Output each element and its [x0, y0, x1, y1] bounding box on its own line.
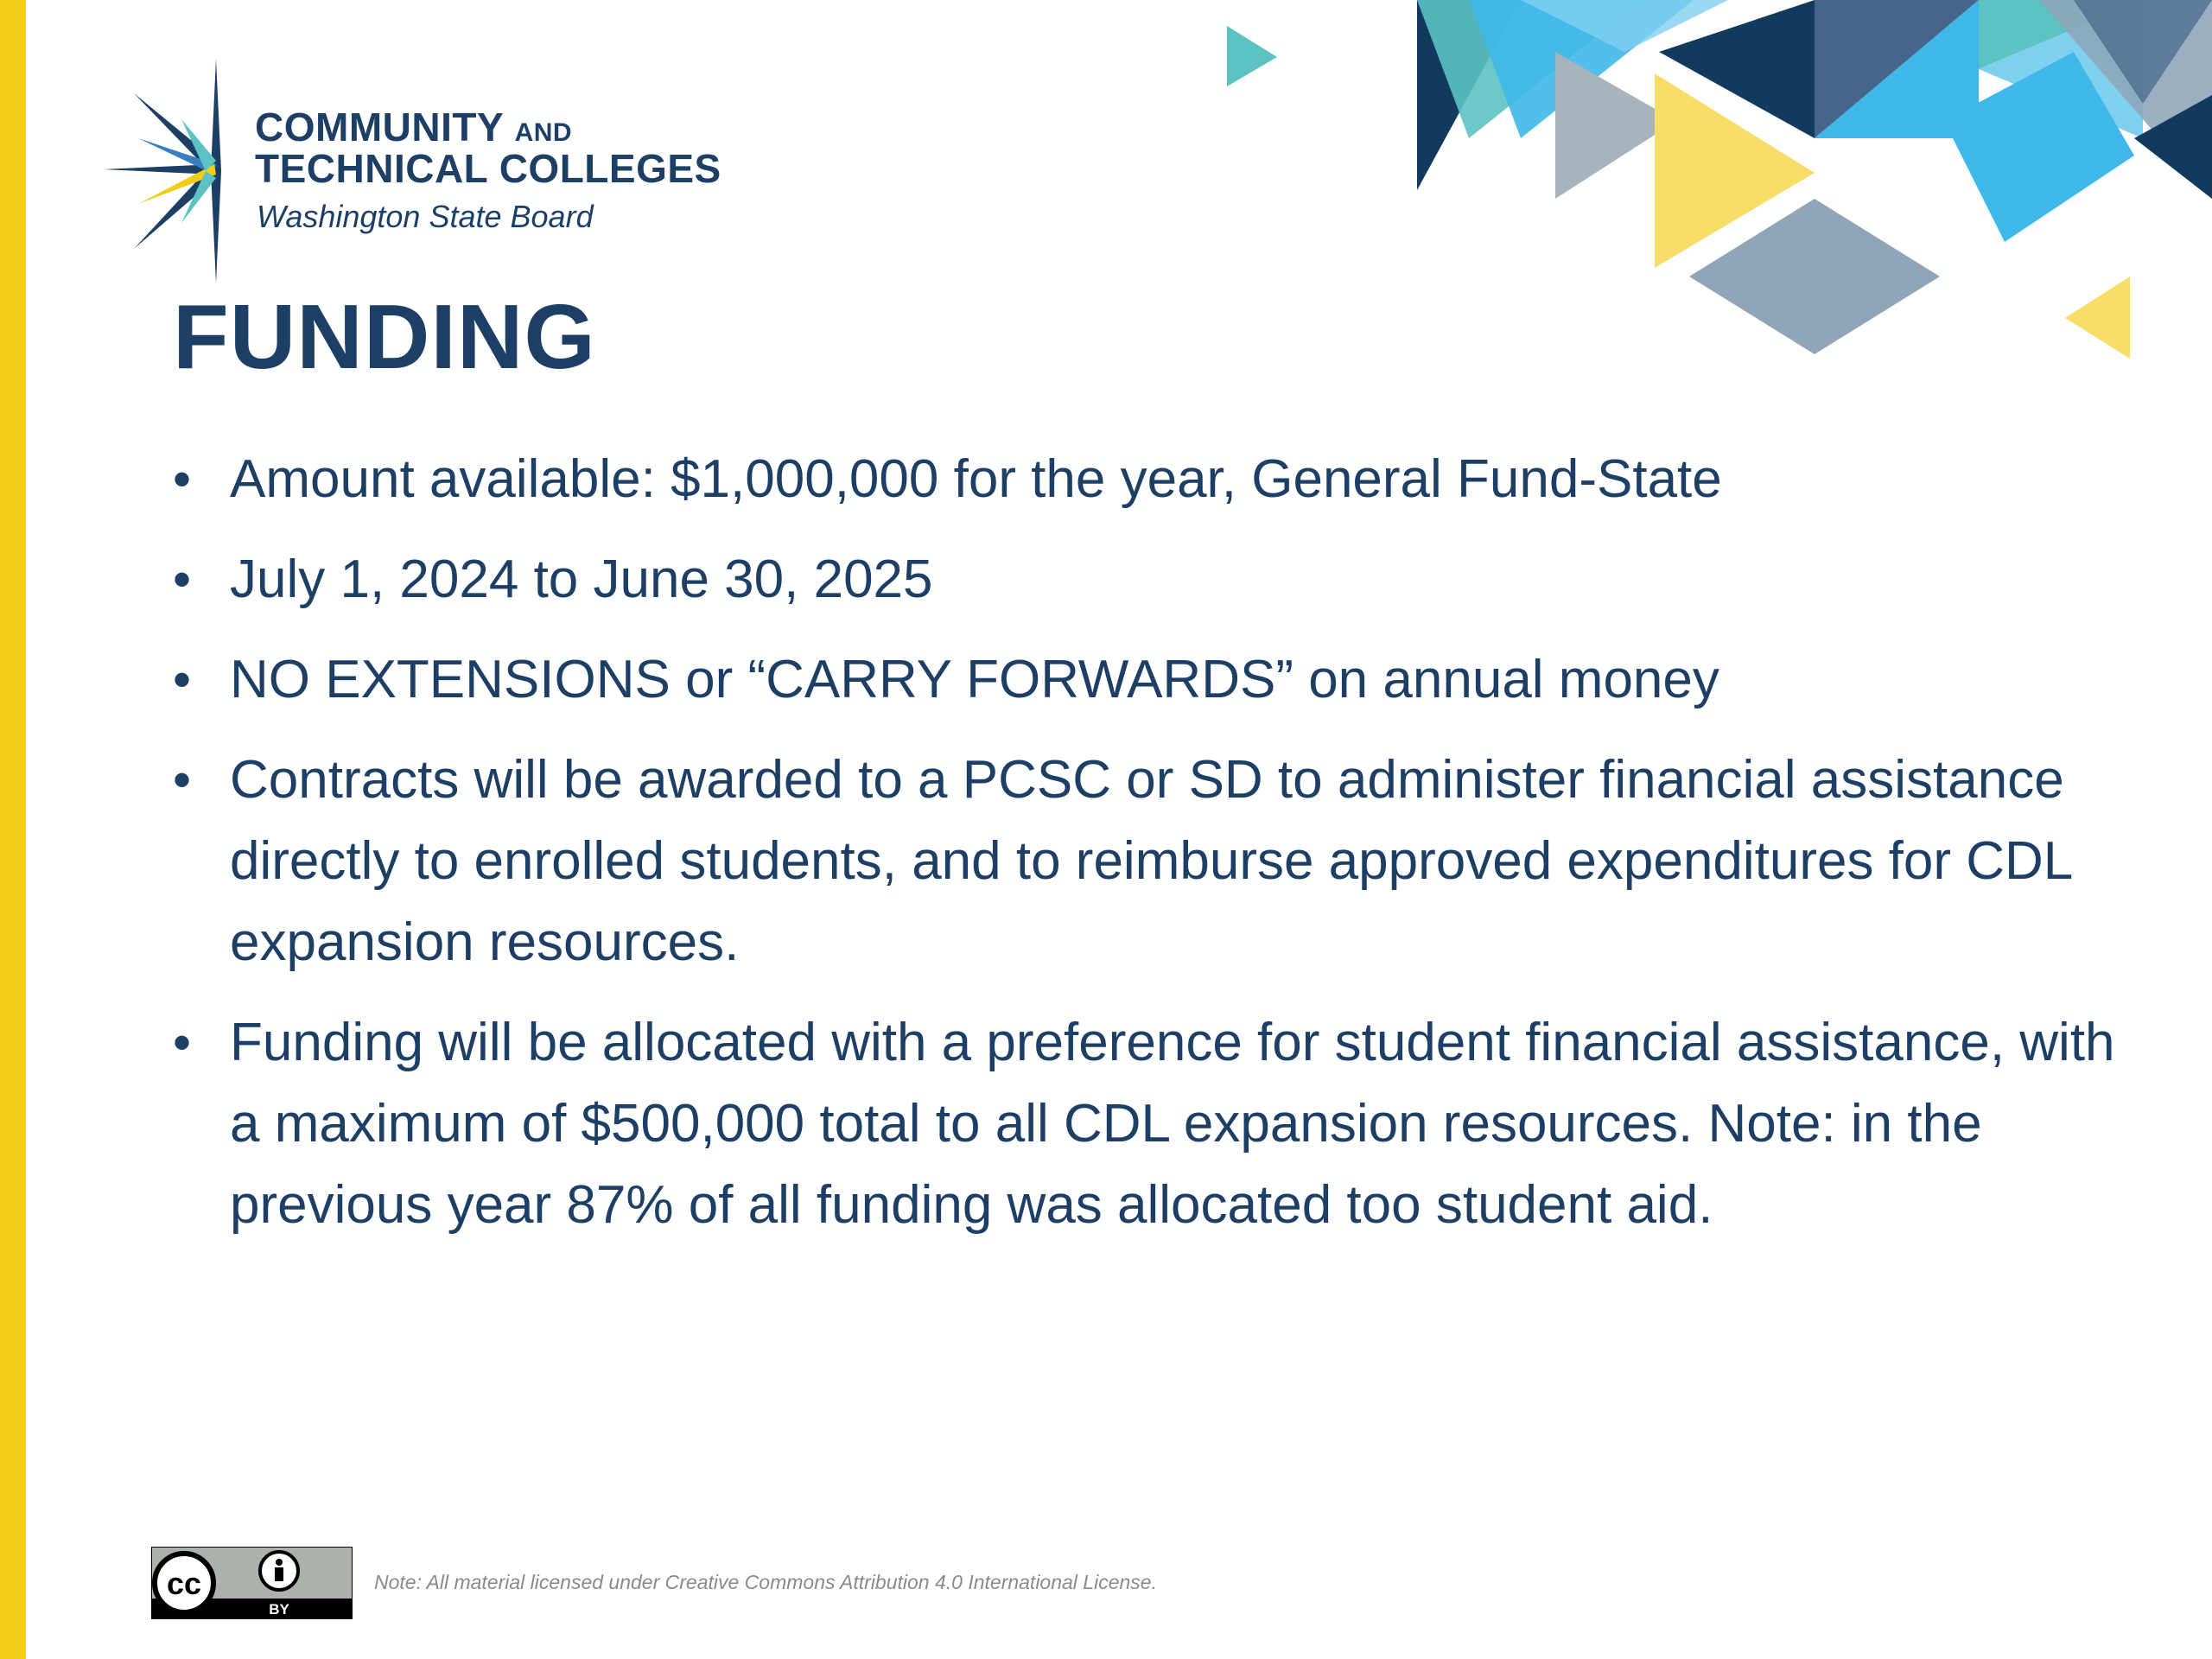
- bullet-item: [173, 439, 2117, 520]
- bullet-text: Funding will be allocated with a preference for student financial assistance, with a maximum of $500,000 total to all CDL expansion resources. Note: in the previous year 87% of all funding was allocated too student aid.: [230, 1013, 2115, 1235]
- ctc-logo: [104, 59, 743, 283]
- bullet-dot: •: [173, 450, 192, 508]
- cc-by-label: BY: [269, 1601, 289, 1618]
- license-note: Note: All material licensed under Creative Commons Attribution 4.0 International License.: [374, 1571, 1157, 1593]
- bullet-item: [173, 539, 2117, 620]
- bullet-item: [173, 1002, 2117, 1246]
- license-footer: [151, 1547, 1361, 1624]
- bullet-list: [173, 439, 2117, 1265]
- logo-line-community: COMMUNITY AND: [255, 105, 573, 149]
- logo-and-word: AND: [514, 118, 573, 147]
- compass-star-icon: [104, 59, 233, 283]
- bullet-text: Contracts will be awarded to a PCSC or SD to administer financial assistance directly to enrolled students, and to reimburse approved expenditures for CDL expansion resources.: [230, 750, 2071, 972]
- cc-by-badge: [151, 1547, 353, 1619]
- logo-line-state-board: Washington State Board: [257, 199, 594, 234]
- bullet-dot: •: [173, 751, 192, 809]
- bullet-text: Amount available: $1,000,000 for the year, General Fund-State: [230, 449, 1722, 509]
- bullet-text: July 1, 2024 to June 30, 2025: [230, 550, 933, 609]
- slide-title: FUNDING: [173, 286, 596, 388]
- bullet-dot: •: [173, 1014, 192, 1071]
- cc-mark-text: cc: [166, 1566, 202, 1601]
- bullet-dot: •: [173, 651, 192, 709]
- bullet-text: NO EXTENSIONS or “CARRY FORWARDS” on annual money: [230, 650, 1719, 709]
- logo-line-technical-colleges: TECHNICAL COLLEGES: [255, 146, 721, 191]
- bullet-dot: •: [173, 550, 192, 608]
- bullet-item: [173, 740, 2117, 983]
- bullet-item: [173, 639, 2117, 721]
